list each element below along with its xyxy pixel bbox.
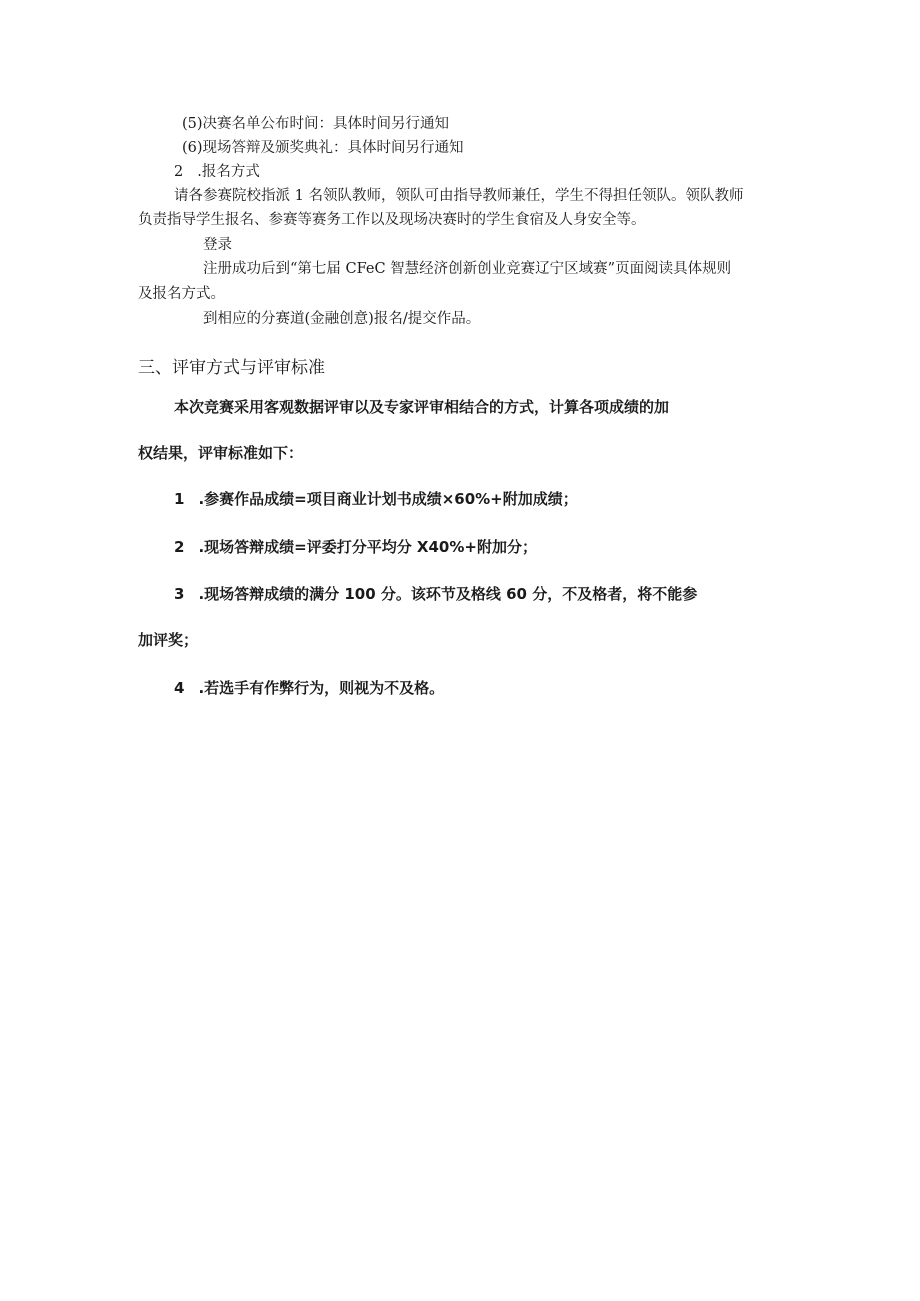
section3-intro-line2: 权结果，评审标准如下： xyxy=(138,444,304,462)
criteria-number: 1 xyxy=(174,490,185,508)
criteria-text: .现场答辩成绩=评委打分平均分 X40%+附加分； xyxy=(198,538,537,556)
criteria-number: 2 xyxy=(174,538,185,556)
registration-para1-line1: 请各参赛院校指派 1 名领队教师，领队可由指导教师兼任，学生不得担任领队。领队教师 xyxy=(174,188,744,204)
registration-title: .报名方式 xyxy=(197,164,260,180)
registration-para2-line2: 及报名方式。 xyxy=(138,286,225,302)
criteria-item-3 xyxy=(174,582,697,606)
criteria-item-4 xyxy=(174,676,444,700)
criteria-text: .参赛作品成绩=项目商业计划书成绩×60%+附加成绩； xyxy=(198,490,578,508)
schedule-item-5: (5)决赛名单公布时间：具体时间另行通知 xyxy=(182,116,450,132)
registration-para2-line1: 注册成功后到“第七届 CFeC 智慧经济创新创业竞赛辽宁区域赛”页面阅读具体规则 xyxy=(203,261,732,277)
registration-heading xyxy=(174,160,260,184)
criteria-number: 3 xyxy=(174,585,185,603)
criteria-item-2 xyxy=(174,535,537,559)
registration-para3: 到相应的分赛道(金融创意)报名/提交作品。 xyxy=(203,311,481,327)
criteria-text: .若选手有作弊行为，则视为不及格。 xyxy=(198,679,445,697)
registration-number: 2 xyxy=(174,164,184,180)
criteria-item-1 xyxy=(174,487,578,511)
login-text: 登录 xyxy=(203,237,232,253)
section3-intro-line1: 本次竞赛采用客观数据评审以及专家评审相结合的方式，计算各项成绩的加 xyxy=(174,398,670,416)
schedule-item-6: (6)现场答辩及颁奖典礼：具体时间另行通知 xyxy=(182,140,464,156)
section3-title: 三、评审方式与评审标准 xyxy=(138,358,325,378)
criteria-text: .现场答辩成绩的满分 100 分。该环节及格线 60 分，不及格者，将不能参 xyxy=(198,585,698,603)
criteria-number: 4 xyxy=(174,679,185,697)
registration-para1-line2: 负责指导学生报名、参赛等赛务工作以及现场决赛时的学生食宿及人身安全等。 xyxy=(138,212,646,228)
criteria-item-3-continuation: 加评奖； xyxy=(138,631,199,649)
